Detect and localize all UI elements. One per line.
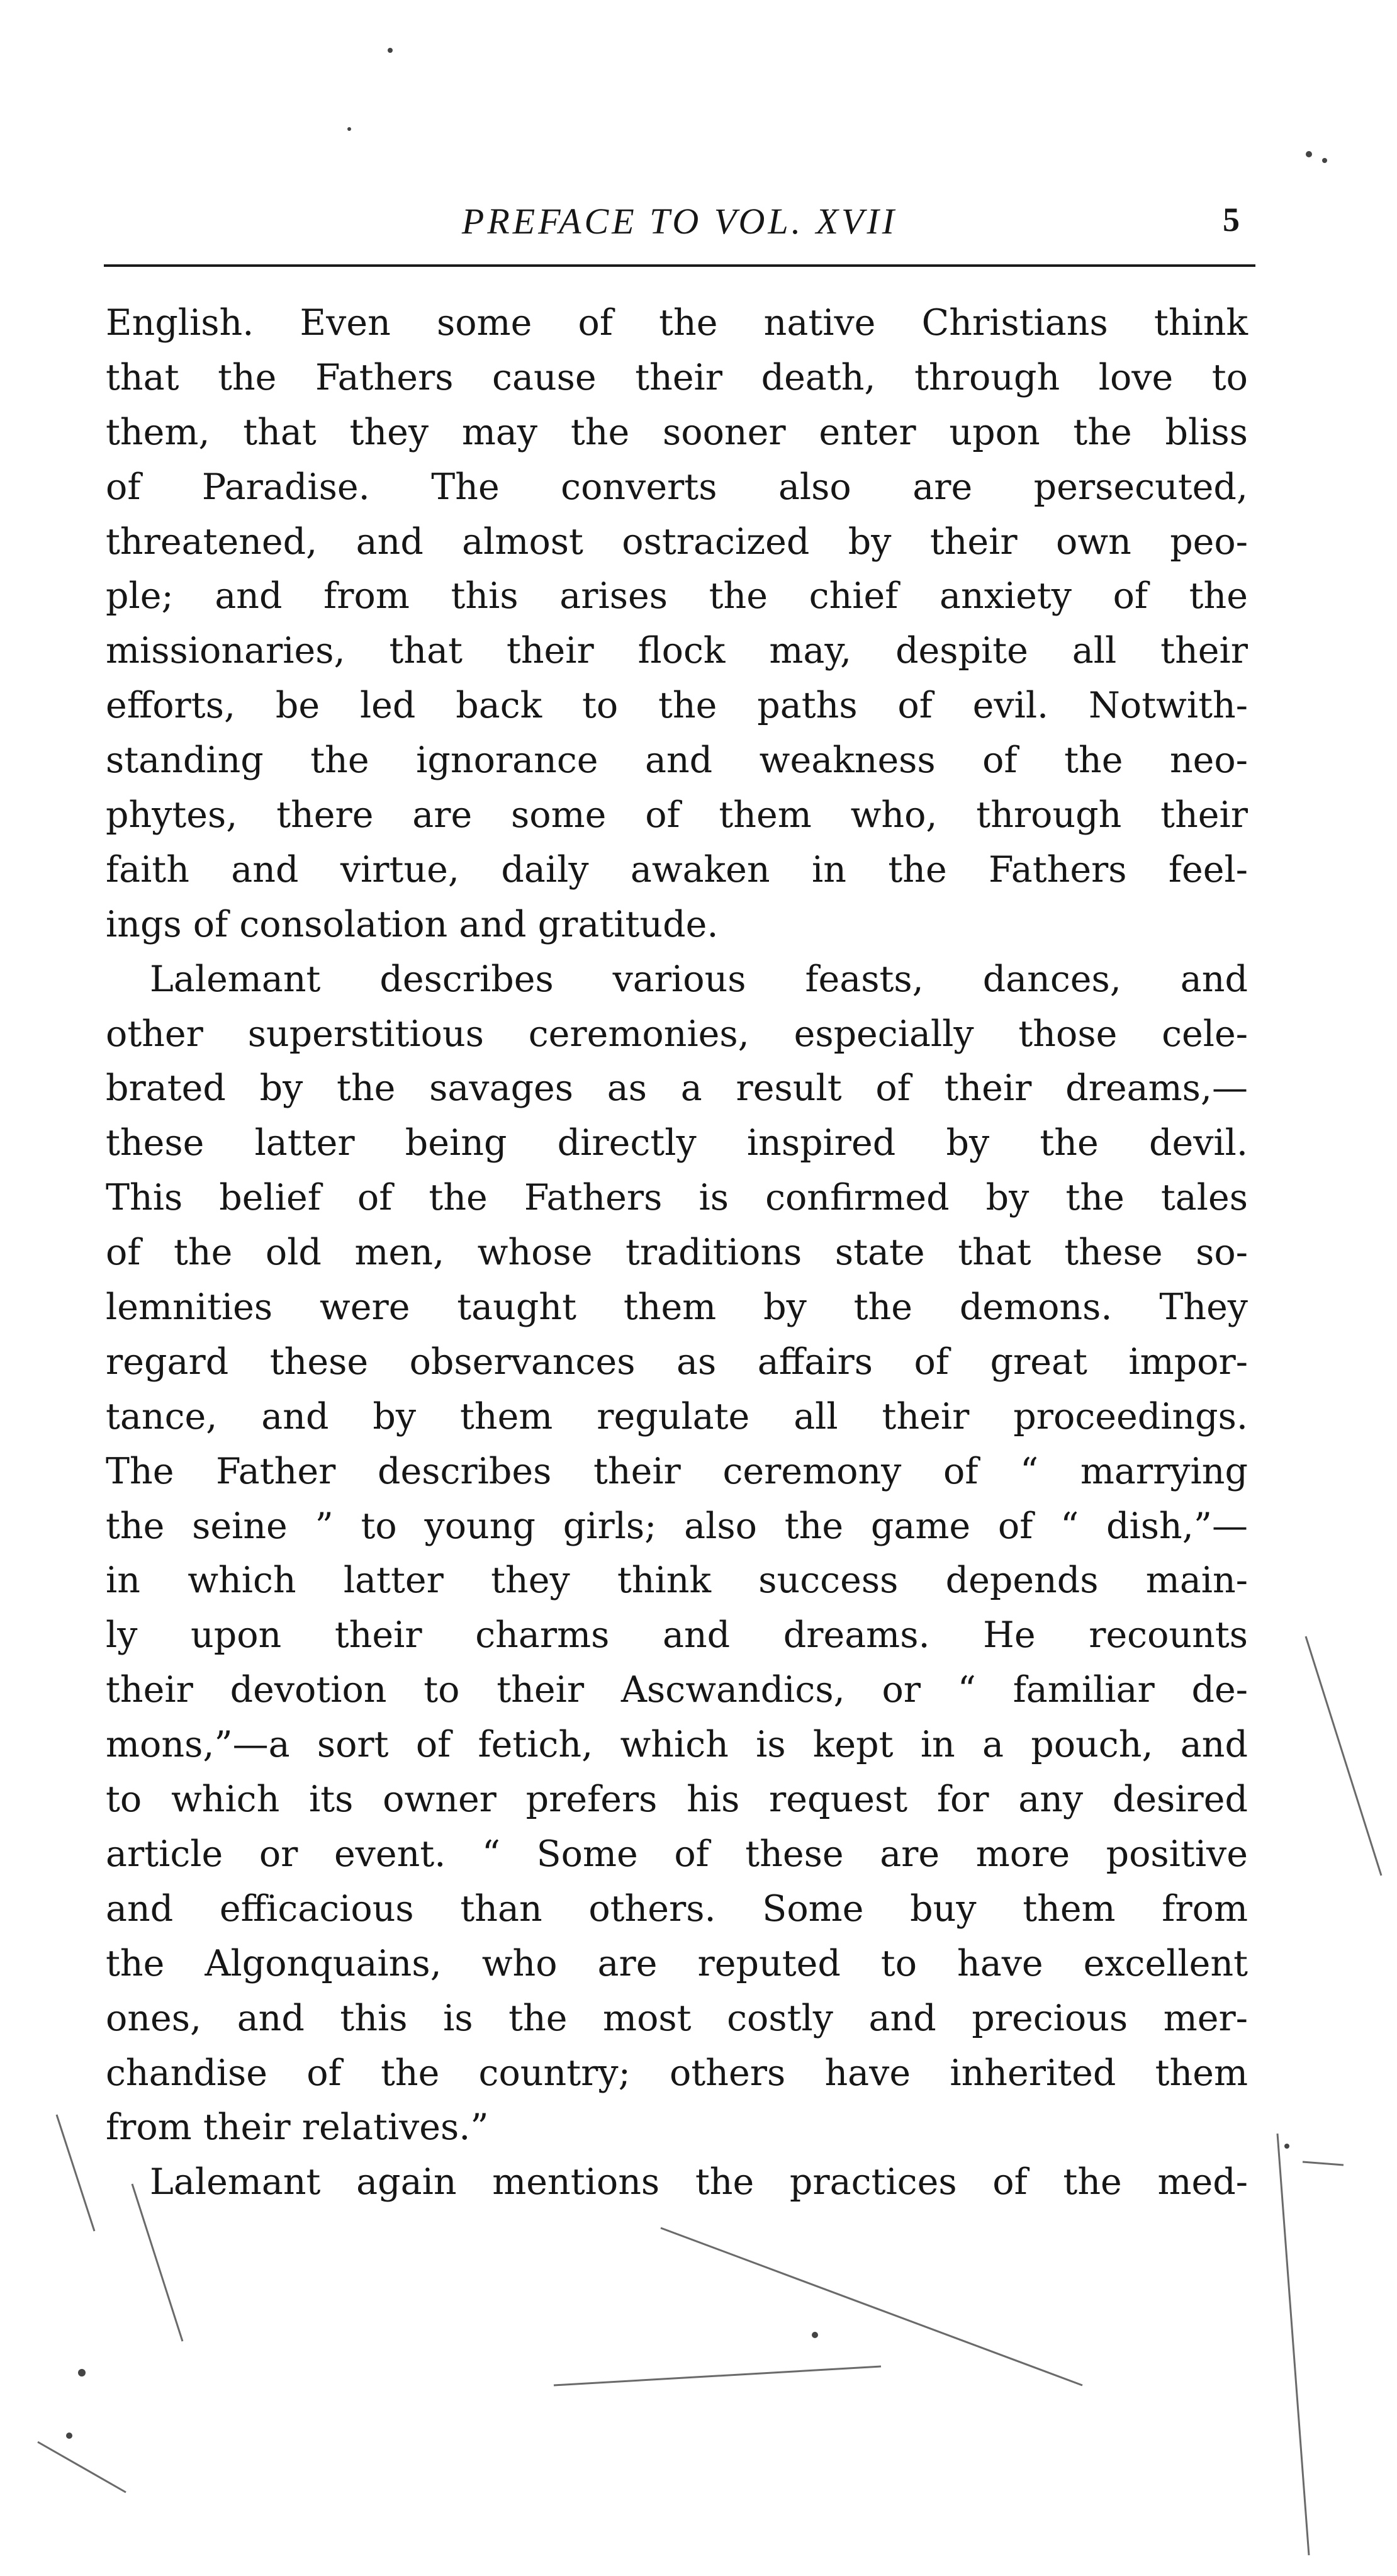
text-line: threatened, and almost ostracized by their own peo- [106,520,1248,563]
text-line: them, that they may the sooner enter upon the bliss [106,411,1248,453]
text-line: phytes, there are some of them who, through their [106,794,1248,836]
scan-speck [347,127,351,131]
text-line: and efficacious than others. Some buy them from [106,1887,1248,1930]
scan-streak [554,2366,881,2385]
text-line: Lalemant describes various feasts, dances, and [150,958,1248,1000]
text-line: chandise of the country; others have inherited them [106,2052,1248,2094]
text-line: ings of consolation and gratitude. [106,903,719,945]
text-line: ones, and this is the most costly and precious mer- [106,1997,1248,2039]
text-line: ple; and from this arises the chief anxiety of the [106,575,1248,617]
text-line: This belief of the Fathers is confirmed by the tales [106,1177,1248,1219]
text-line: these latter being directly inspired by the devil. [106,1122,1248,1164]
scan-streak [1306,1636,1381,1876]
text-line: standing the ignorance and weakness of the neo- [106,740,1248,782]
page-number: 5 [1223,201,1240,239]
text-line: The Father describes their ceremony of “ marrying [106,1450,1248,1492]
text-line: from their relatives.” [106,2106,489,2149]
scan-streak [1277,2134,1309,2555]
text-line: ly upon their charms and dreams. He recounts [106,1614,1248,1656]
scan-speck [812,2332,818,2338]
text-line: to which its owner prefers his request for any desired [106,1779,1248,1821]
text-line: in which latter they think success depends main- [106,1560,1248,1602]
text-line: mons,”—a sort of fetich, which is kept in a pouch, and [106,1724,1248,1766]
text-line: that the Fathers cause their death, through love to [106,356,1248,398]
text-line: of the old men, whose traditions state that these so- [106,1232,1248,1274]
scan-streak [57,2115,94,2231]
scan-speck [1306,151,1312,157]
header-rule [104,264,1255,267]
text-line: brated by the savages as a result of their dreams,— [106,1067,1248,1110]
text-line: missionaries, that their flock may, despite all their [106,630,1248,672]
page-header [107,200,1252,244]
scan-speck [388,48,393,53]
text-line: Lalemant again mentions the practices of the med- [150,2161,1248,2203]
text-line: their devotion to their Ascwandics, or “ familiar de- [106,1669,1248,1711]
text-line: the seine ” to young girls; also the game of “ dish,”— [106,1505,1248,1547]
body-text [106,296,1248,2210]
text-line: English. Even some of the native Christians think [106,302,1248,344]
text-line: regard these observances as affairs of great impor- [106,1341,1248,1383]
text-line: faith and virtue, daily awaken in the Fathers feel- [106,848,1248,891]
text-line: tance, and by them regulate all their proceedings. [106,1395,1248,1437]
scan-streak [1303,2162,1344,2165]
text-line: other superstitious ceremonies, especially those cele- [106,1013,1248,1055]
scan-streak [661,2228,1082,2385]
text-line: lemnities were taught them by the demons. They [106,1286,1248,1329]
running-title: PREFACE TO VOL. XVII [461,201,898,242]
text-line: of Paradise. The converts also are persecuted, [106,466,1248,508]
text-line: efforts, be led back to the paths of evil. Notwith- [106,685,1248,727]
scan-speck [1284,2144,1289,2149]
text-line: the Algonquains, who are reputed to have excellent [106,1942,1248,1984]
scan-speck [78,2369,86,2376]
scan-streak [38,2442,126,2492]
scan-speck [1322,158,1327,163]
text-line: article or event. “ Some of these are more positive [106,1833,1248,1875]
scan-speck [66,2433,72,2439]
